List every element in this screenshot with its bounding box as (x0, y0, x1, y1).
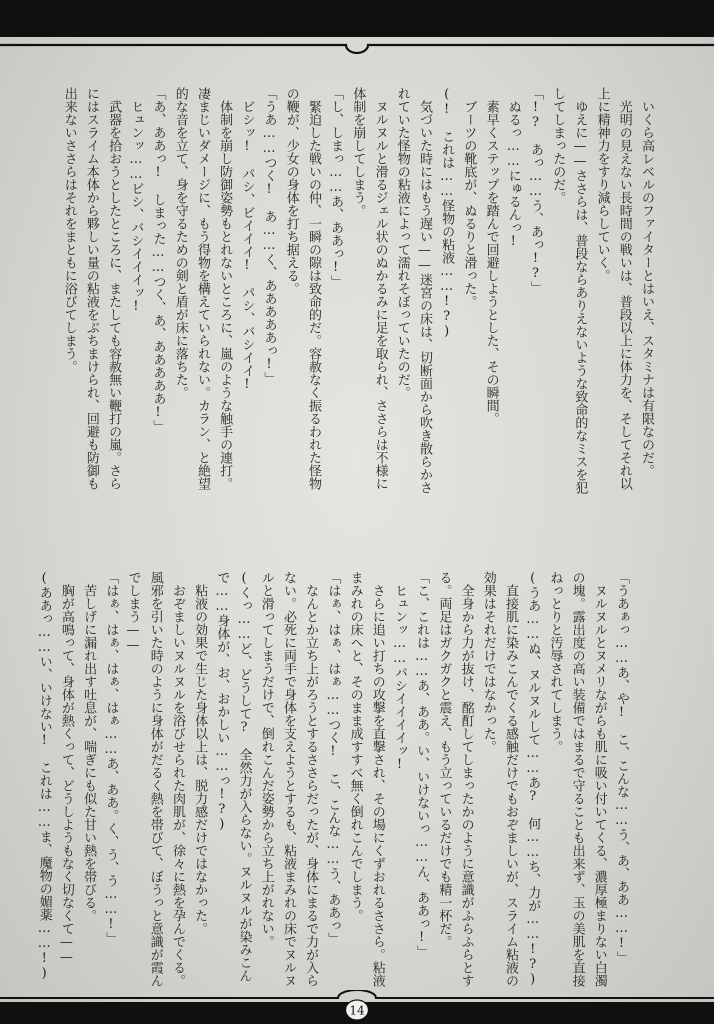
paragraph: 気づいた時にはもう遅い——迷宮の床は、切断面から吹き散らかされていた怪物の粘液によって濡れそぼっていたのだ。 (394, 87, 432, 494)
footer-ornament (0, 990, 714, 1024)
paragraph: 直接肌に染みこんでくる感触だけでもおぞましいが、スライム粘液の効果はそれだけではなかった。 (480, 571, 518, 987)
paragraph: 体制を崩し防御姿勢もとれないところに、嵐のような触手の連打。凄まじいダメージに、もう得物を構えていられない。カラン、と絶望的な音を立て、身を守るための剣と盾が床に落ちた。 (172, 87, 233, 490)
paragraph: ヒュンッ……バシイイイイッ! (391, 571, 407, 772)
paragraph: 「うあ……つく! あ……く、あああああっ!」 (261, 87, 277, 385)
paragraph: ブーツの靴底が、ぬるりと滑った。 (461, 87, 477, 308)
paragraph: (くっ……ど、どうして? 全然力が入らない。ヌルヌルが染みこんで……身体が、お、おかしい……っ!?) (214, 571, 252, 982)
paragraph: 「はぁ、はぁ、はぁ……つく! こ、こんな……う、ああっ」 (325, 571, 341, 945)
paragraph: おぞましいヌルヌルを浴びせられた肉肌が、徐々に熱を孕んでくる。風邪を引いた時のように身体がだるく熱を帯びて、ぼうっと意識が霞んでしまう—— (125, 571, 185, 987)
paragraph: 「し、しまっ……あ、ああっ!」 (328, 87, 344, 288)
header-ornament (0, 0, 714, 56)
paragraph: ビシッ! パシ、ビイイイ! パシ、バシイイ! (239, 87, 255, 392)
paragraph: ゆえに——ささらは、普段ならありえないような致命的なミスを犯してしまったのだ。 (550, 87, 588, 494)
paragraph: 「!? あっ……う、あっ!?」 (527, 87, 543, 294)
paragraph: ぬるっ……にゅるんっ! (505, 87, 521, 249)
paragraph: ヌルヌルとヌメリながらも肌に吸い付いてくる、濃厚極まりない白濁の塊。露出度の高い装備ではまるで守ることも出来ず、玉の美肌を直接ねっとりと汚辱されてしまう。 (547, 571, 607, 987)
paragraph: (うあ……ぬ、ヌルヌルして……あ? 何……ち、力が……!?) (525, 571, 541, 987)
paragraph: 「うあぁっ……あ、や! こ、こんな……う、あ、ああ……!」 (614, 571, 629, 964)
footer-rule-arch (0, 990, 714, 998)
paragraph: ヒュンッ……ビシ、バシイイイッ! (128, 87, 144, 314)
header-rule-notch (0, 45, 714, 53)
text-block-top (53, 87, 657, 499)
paragraph: 胸が高鳴って、身体が熱くって、どうしようもなく切なくて—— (58, 571, 74, 965)
paragraph: さらに追い打ちの攻撃を直撃され、その場にくずおれるささら。粘液まみれの床へと、そのまま成すすべ無く倒れこんでしまう。 (347, 571, 385, 987)
paragraph: 光明の見えない長時間の戦いは、普段以上に体力を、そしてそれ以上に精神力をすり減らしていく。 (594, 87, 632, 490)
text-block-bottom (28, 571, 632, 989)
header-band (0, 0, 714, 37)
paragraph: 素早くステップを踏んで回避しようとした、その瞬間。 (483, 87, 499, 425)
paragraph: 武器を拾おうとしたところに、またしても容赦無い鞭打の嵐。さらにはスライム本体から夥しい量の粘液をぶちまけられ、回避も防御も出来ないささらはそれをまともに浴びてしまう。 (61, 87, 122, 490)
page-number: 14 (349, 1003, 365, 1018)
paragraph: なんとか立ち上がろうとするささらだったが、身体にまるで力が入らない。必死に両手で身体を支えようとするも、粘液まみれの床でヌルヌルと滑ってしまうだけで、倒れこんだ姿勢から立ち上がれない。 (258, 571, 319, 987)
paragraph: 「はぁ、はぁ、はぁ、はぁ……あ、ああ。く、う、う……!」 (103, 571, 119, 945)
paragraph: (ああっ……い、いけない! これは……ま、魔物の媚薬……!) (36, 571, 52, 981)
paragraph: (! これは……怪物の粘液……!?) (439, 87, 455, 339)
paragraph: 緊迫した戦いの仲、一瞬の隙は致命的だ。容赦なく振るわれた怪物の鞭が、少女の身体を打ち据える。 (283, 87, 321, 490)
paragraph: 全身から力が抜け、酩酊してしまったかのように意識がふらふらとする。両足はガクガクと震え、もう立っているだけでも精一杯だ。 (436, 571, 474, 987)
paragraph: 「こ、これは……あ、ああ。い、いけないっ……ん、ああっ!」 (414, 571, 430, 958)
paragraph: 粘液の効果で生じた身体以上は、脱力感だけではなかった。 (192, 571, 208, 935)
paragraph: 苦しげに漏れ出す吐息が、喘ぎにも似た甘い熱を帯びる。 (81, 571, 97, 922)
paragraph: 「あ、ああっ! しまった……つく、あ、あああああ!」 (150, 87, 166, 433)
paragraph: いくら高レベルのファイターとはいえ、スタミナは有限なのだ。 (639, 87, 654, 477)
paragraph: ヌルヌルと滑るジェル状のぬかるみに足を取られ、ささらは不様に体制を崩してしまう。 (350, 87, 388, 490)
